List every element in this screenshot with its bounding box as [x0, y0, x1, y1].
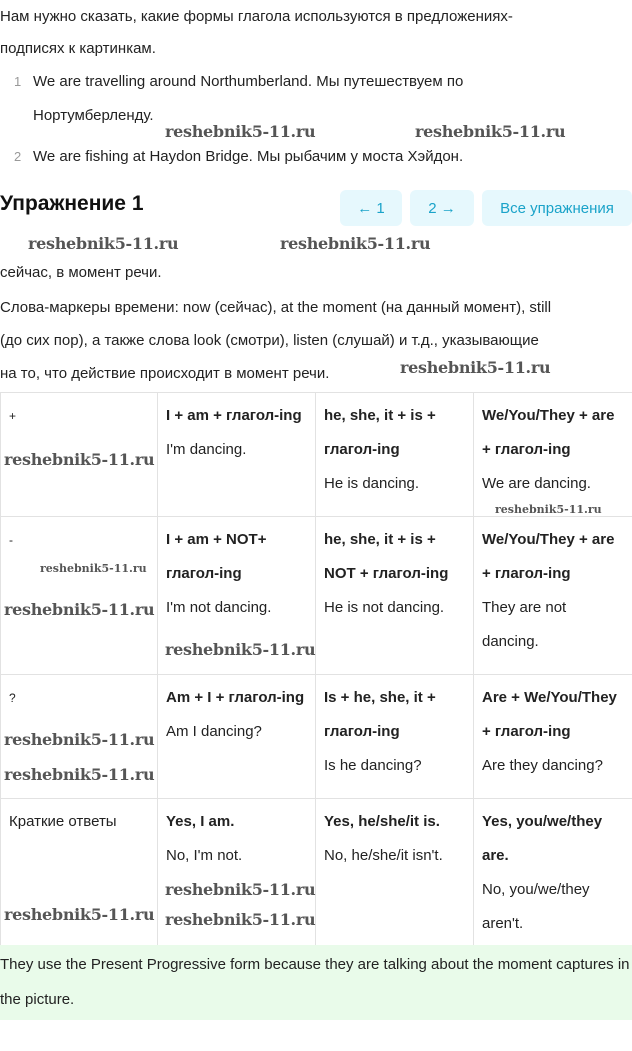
example: Are they dancing? [482, 757, 603, 774]
watermark: reshebnik5-11.ru [165, 122, 316, 141]
table-row [1, 517, 632, 675]
grammar-table [0, 392, 632, 948]
prev-exercise-button[interactable]: ← 1 [340, 190, 402, 226]
example: Am I dancing? [166, 723, 262, 740]
example: I'm dancing. [166, 441, 247, 458]
example: Is he dancing? [324, 757, 422, 774]
watermark: reshebnik5-11.ru [4, 765, 155, 784]
intro-line: Нам нужно сказать, какие формы глагола используются в предложениях- [0, 8, 513, 25]
list-number: 2 [14, 149, 22, 164]
rule: We/You/They + are + глагол-ing [482, 407, 615, 458]
answer-box: They use the Present Progressive form because they are talking about the moment captures in the picture. [0, 945, 632, 1020]
next-exercise-button[interactable]: 2 → [410, 190, 474, 226]
example: No, you/we/they aren't. [482, 881, 590, 932]
watermark: reshebnik5-11.ru [165, 880, 316, 899]
table-cell [316, 393, 474, 517]
example: He is dancing. [324, 475, 420, 492]
rule: Yes, I am. [166, 813, 235, 830]
watermark: reshebnik5-11.ru [165, 910, 316, 929]
example: I'm not dancing. [166, 599, 272, 616]
list-text: We are travelling around Northumberland. Мы путешествуем по [33, 73, 464, 90]
watermark: reshebnik5-11.ru [495, 503, 602, 516]
markers-line: Слова-маркеры времени: now (сейчас), at the moment (на данный момент), still [0, 299, 552, 316]
list-text: Нортумберленду. [33, 107, 154, 124]
watermark: reshebnik5-11.ru [40, 562, 147, 575]
table-row [1, 799, 632, 948]
page-title: Упражнение 1 [0, 192, 144, 215]
table-cell [158, 393, 316, 517]
rule: Yes, he/she/it is. [324, 813, 440, 830]
watermark: reshebnik5-11.ru [4, 905, 155, 924]
row-label: + [1, 393, 158, 517]
markers-line: (до сих пор), а также слова look (смотри), listen (слушай) и т.д., указывающие [0, 332, 539, 349]
example: They are not dancing. [482, 599, 567, 650]
table-cell [474, 799, 632, 948]
watermark: reshebnik5-11.ru [165, 640, 316, 659]
row-label: ? [1, 675, 158, 799]
rule: I + am + NOT+ глагол-ing [166, 531, 267, 582]
list-text: We are fishing at Haydon Bridge. Мы рыбачим у моста Хэйдон. [33, 148, 464, 165]
row-label: Краткие ответы [1, 799, 158, 948]
all-exercises-button[interactable]: Все упражнения [482, 190, 632, 226]
table-cell [474, 393, 632, 517]
rule: he, she, it + is + глагол-ing [324, 407, 436, 458]
watermark: reshebnik5-11.ru [4, 450, 155, 469]
watermark: reshebnik5-11.ru [280, 234, 431, 253]
intro-line: подписях к картинкам. [0, 40, 156, 57]
table-cell [474, 675, 632, 799]
watermark: reshebnik5-11.ru [400, 358, 551, 377]
rule: We/You/They + are + глагол-ing [482, 531, 615, 582]
markers-line: на то, что действие происходит в момент речи. [0, 365, 330, 382]
rule: Am + I + глагол-ing [166, 689, 305, 706]
rule: Yes, you/we/they are. [482, 813, 603, 864]
table-cell [158, 675, 316, 799]
rule: he, she, it + is + NOT + глагол-ing [324, 531, 449, 582]
row-label: - [1, 517, 158, 675]
example: He is not dancing. [324, 599, 445, 616]
table-cell [316, 675, 474, 799]
example: No, I'm not. [166, 847, 243, 864]
text: сейчас, в момент речи. [0, 264, 162, 281]
watermark: reshebnik5-11.ru [28, 234, 179, 253]
example: No, he/she/it isn't. [324, 847, 443, 864]
rule: Is + he, she, it + глагол-ing [324, 689, 436, 740]
watermark: reshebnik5-11.ru [4, 730, 155, 749]
watermark: reshebnik5-11.ru [415, 122, 566, 141]
watermark: reshebnik5-11.ru [4, 600, 155, 619]
table-cell [316, 517, 474, 675]
rule: Are + We/You/They + глагол-ing [482, 689, 617, 740]
example: We are dancing. [482, 475, 591, 492]
table-cell [474, 517, 632, 675]
rule: I + am + глагол-ing [166, 407, 302, 424]
list-number: 1 [14, 74, 22, 89]
table-cell [316, 799, 474, 948]
